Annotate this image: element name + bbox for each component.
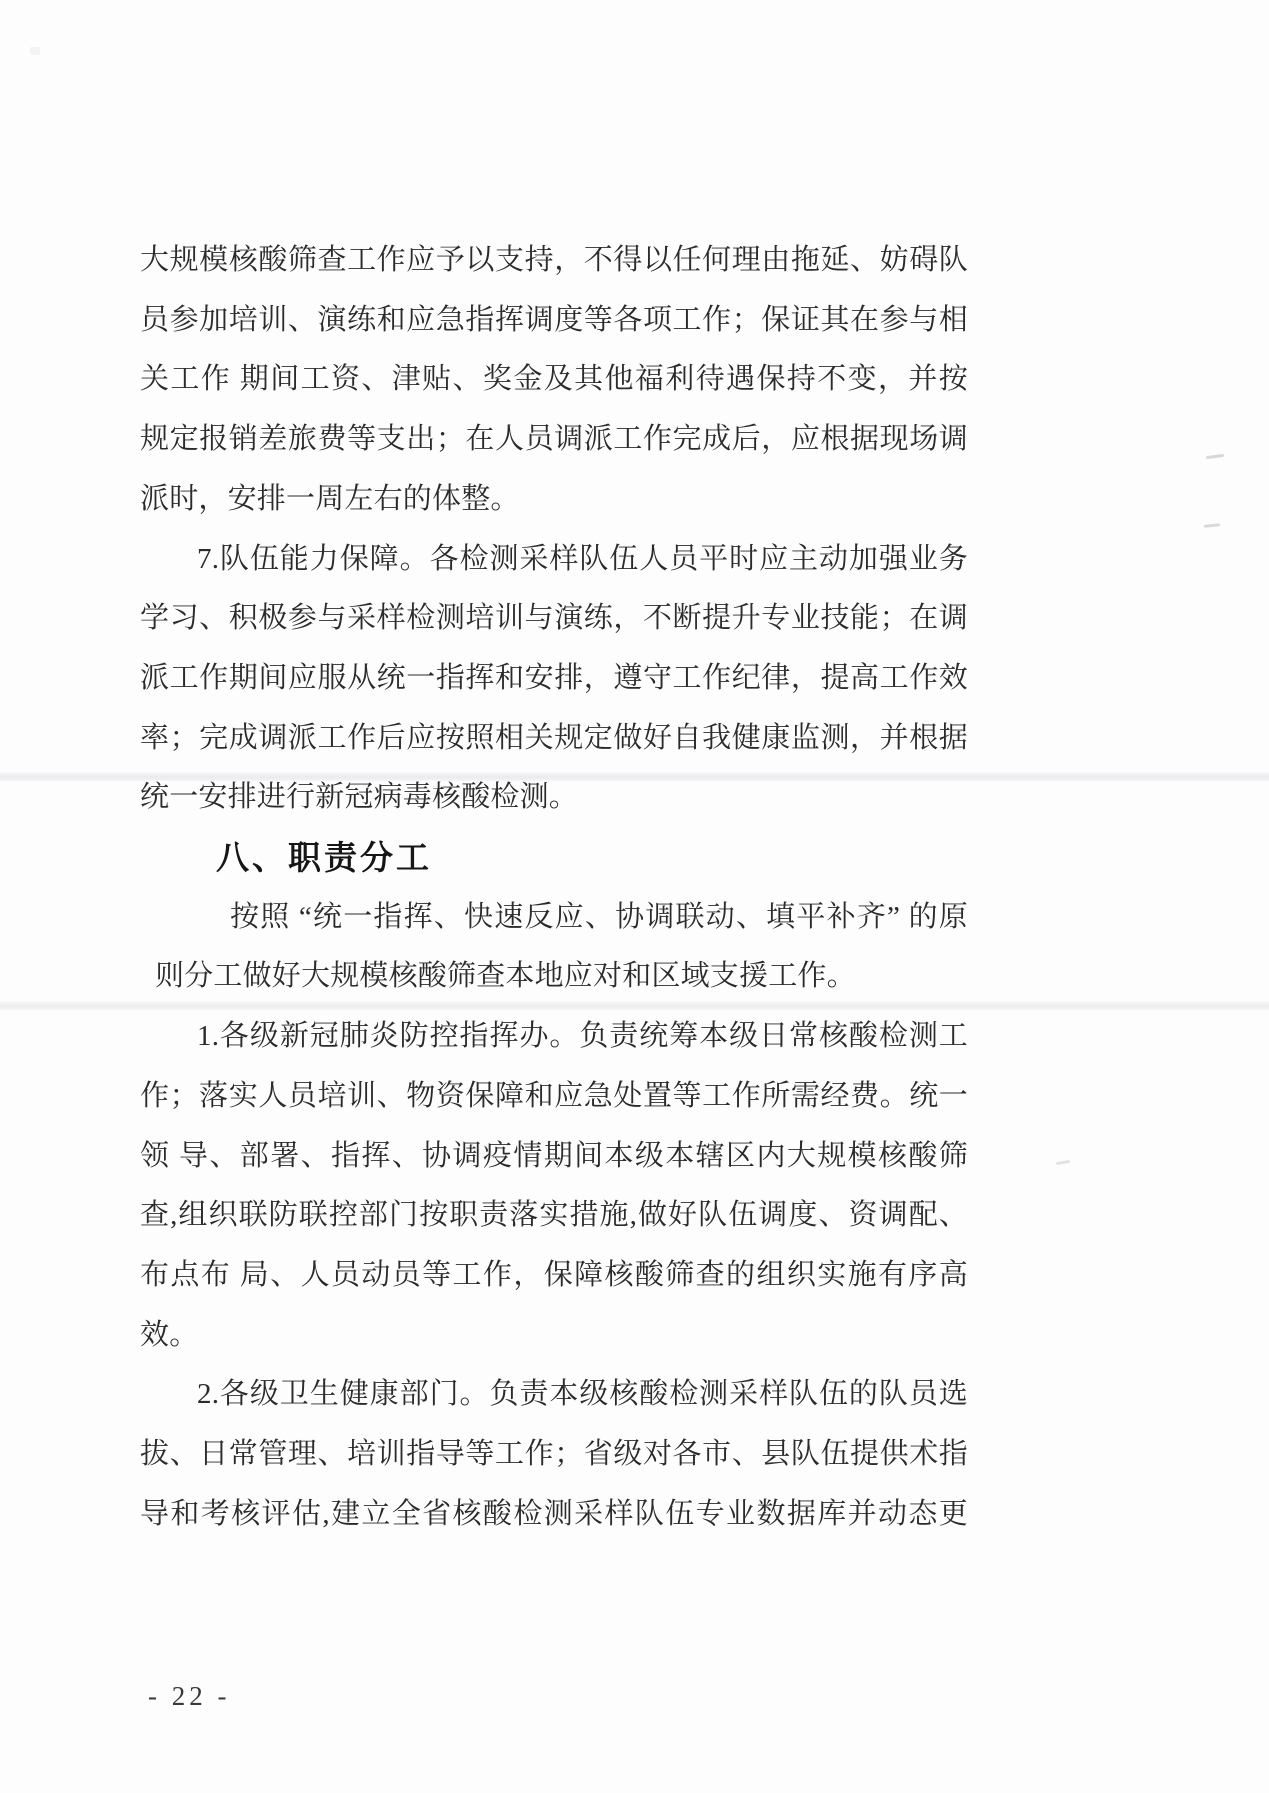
page-number: - 22 - (148, 1681, 231, 1711)
scan-smudge (1056, 1160, 1070, 1165)
text-line: 派时，安排一周左右的体整。 (140, 482, 520, 515)
text-line: 统一安排进行新冠病毒核酸检测。 (140, 781, 579, 814)
scan-smudge (1206, 454, 1224, 459)
scan-smudge (1204, 523, 1220, 528)
text-line: 则分工做好大规模核酸筛查本地应对和区域支援工作。 (155, 960, 856, 993)
text-line: 拔、日常管理、培训指导等工作；省级对各市、县队伍提供术指 (140, 1438, 968, 1471)
text-line: 派工作期间应服从统一指挥和安排，遵守工作纪律，提高工作效 (140, 661, 968, 694)
text-line: 员参加培训、演练和应急指挥调度等各项工作；保证其在参与相 (140, 303, 968, 336)
text-line: 大规模核酸筛查工作应予以支持，不得以任何理由拖延、妨碍队 (140, 244, 968, 276)
scan-smudge (30, 47, 40, 55)
body-text (140, 231, 968, 1544)
section-heading: 八、职责分工 (216, 839, 432, 877)
text-line: 学习、积极参与采样检测培训与演练，不断提升专业技能；在调 (140, 602, 968, 635)
text-line: 布点布 局、人员动员等工作，保障核酸筛查的组织实施有序高 (140, 1258, 968, 1291)
text-line: 查,组织联防联控部门按职责落实措施,做好队伍调度、资调配、 (140, 1199, 968, 1232)
text-line: 率；完成调派工作后应按照相关规定做好自我健康监测，并根据 (140, 721, 968, 754)
text-line: 7.队伍能力保障。各检测采样队伍人员平时应主动加强业务 (197, 542, 968, 575)
text-line: 领 导、部署、指挥、协调疫情期间本级本辖区内大规模核酸筛 (140, 1139, 968, 1172)
text-line: 作；落实人员培训、物资保障和应急处置等工作所需经费。统一 (140, 1079, 968, 1112)
text-line: 导和考核评估,建立全省核酸检测采样队伍专业数据库并动态更 (140, 1497, 968, 1530)
text-line: 2.各级卫生健康部门。负责本级核酸检测采样队伍的队员选 (197, 1378, 968, 1411)
text-line: 按照 “统一指挥、快速反应、协调联动、填平补齐” 的原 (230, 900, 968, 933)
text-line: 关工作 期间工资、津贴、奖金及其他福利待遇保持不变，并按 (140, 363, 968, 396)
text-line: 效。 (140, 1318, 199, 1351)
text-line: 规定报销差旅费等支出；在人员调派工作完成后，应根据现场调 (140, 423, 968, 456)
text-line: 1.各级新冠肺炎防控指挥办。负责统筹本级日常核酸检测工 (197, 1020, 968, 1053)
